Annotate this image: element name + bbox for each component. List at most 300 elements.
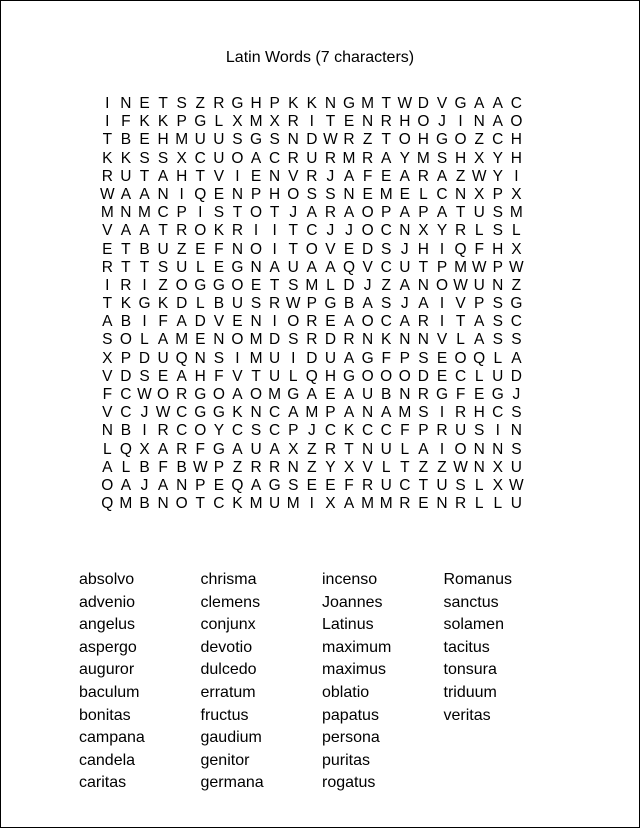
grid-letter: Z	[232, 458, 243, 476]
grid-letter: N	[399, 331, 411, 349]
grid-letter: H	[157, 131, 169, 149]
grid-letter: W	[453, 458, 468, 476]
word-item: germana	[200, 774, 264, 792]
grid-letter: E	[213, 258, 225, 276]
grid-letter: I	[142, 422, 147, 440]
grid-letter: C	[399, 476, 411, 494]
grid-letter: A	[306, 258, 317, 276]
grid-letter: U	[473, 276, 485, 294]
grid-letter: S	[455, 476, 466, 494]
grid-letter: E	[213, 476, 225, 494]
word-item: campana	[79, 729, 145, 747]
grid-letter: U	[380, 440, 392, 458]
grid-letter: E	[306, 476, 317, 494]
grid-letter: J	[345, 222, 353, 240]
word-column	[444, 569, 566, 795]
grid-letter: R	[176, 440, 188, 458]
grid-letter: V	[102, 404, 113, 422]
grid-letter: S	[418, 404, 429, 422]
grid-letter: R	[287, 149, 299, 167]
grid-letter: A	[492, 95, 503, 112]
grid-letter: S	[492, 204, 503, 222]
grid-letter: C	[492, 131, 504, 149]
grid-letter: M	[509, 204, 523, 222]
grid-letter: A	[492, 113, 503, 131]
grid-letter: E	[213, 185, 225, 203]
grid-letter: Q	[305, 367, 318, 385]
grid-letter: C	[510, 313, 522, 331]
grid-letter: S	[250, 295, 262, 313]
grid-letter: S	[213, 349, 225, 367]
word-item: candela	[79, 751, 136, 769]
grid-letter: A	[399, 167, 410, 185]
grid-letter: O	[361, 367, 374, 385]
grid-letter: F	[158, 458, 168, 476]
grid-letter: L	[419, 185, 428, 203]
grid-letter: N	[324, 95, 337, 112]
grid-row	[98, 495, 548, 513]
grid-letter: S	[492, 331, 503, 349]
grid-letter: J	[438, 113, 446, 131]
grid-letter: T	[269, 204, 280, 222]
grid-letter: O	[305, 240, 318, 258]
grid-letter: C	[492, 404, 504, 422]
grid-letter: U	[324, 349, 337, 367]
grid-letter: W	[509, 258, 524, 276]
grid-letter: A	[306, 204, 317, 222]
grid-letter: B	[343, 295, 355, 313]
grid-letter: R	[324, 149, 337, 167]
grid-letter: T	[400, 458, 410, 476]
word-item: conjunx	[200, 616, 256, 634]
grid-letter: S	[102, 331, 113, 349]
grid-letter: B	[139, 458, 150, 476]
grid-letter: W	[192, 458, 208, 476]
grid-letter: C	[380, 222, 392, 240]
grid-letter: T	[381, 131, 391, 149]
grid-letter: C	[231, 422, 244, 440]
grid-letter: K	[306, 95, 317, 112]
grid-letter: X	[343, 458, 355, 476]
grid-letter: O	[361, 313, 374, 331]
grid-letter: U	[510, 495, 522, 513]
grid-letter: N	[101, 422, 113, 440]
grid-letter: G	[212, 404, 225, 422]
grid-letter: E	[436, 367, 448, 385]
grid-letter: N	[194, 349, 206, 367]
grid-letter: C	[454, 367, 467, 385]
grid-letter: S	[511, 331, 522, 349]
grid-letter: E	[436, 349, 448, 367]
grid-letter: T	[139, 258, 150, 276]
grid-letter: X	[474, 149, 485, 167]
grid-letter: R	[231, 222, 244, 240]
grid-letter: U	[213, 131, 225, 149]
grid-letter: M	[379, 495, 393, 513]
grid-letter: J	[363, 276, 372, 294]
grid-letter: U	[436, 476, 448, 494]
grid-letter: T	[418, 258, 429, 276]
grid-letter: B	[120, 131, 132, 149]
word-column	[79, 569, 201, 795]
grid-letter: M	[361, 95, 375, 112]
grid-letter: N	[120, 204, 132, 222]
grid-letter: U	[454, 422, 467, 440]
grid-letter: N	[250, 404, 262, 422]
grid-letter: S	[250, 422, 262, 440]
grid-letter: S	[381, 295, 392, 313]
grid-letter: G	[231, 258, 244, 276]
grid-letter: A	[418, 295, 429, 313]
grid-letter: R	[343, 331, 355, 349]
grid-letter: H	[250, 95, 262, 112]
grid-letter: M	[249, 113, 263, 131]
grid-letter: I	[235, 349, 240, 367]
grid-letter: R	[213, 95, 225, 112]
grid-letter: A	[269, 258, 280, 276]
grid-letter: O	[454, 349, 467, 367]
grid-letter: E	[381, 167, 392, 185]
grid-letter: U	[120, 167, 132, 185]
grid-letter: F	[474, 240, 484, 258]
grid-letter: G	[361, 349, 374, 367]
grid-letter: F	[214, 240, 224, 258]
grid-letter: I	[439, 313, 445, 331]
grid-letter: C	[176, 422, 188, 440]
grid-letter: E	[343, 240, 355, 258]
grid-letter: R	[269, 458, 281, 476]
grid-letter: B	[381, 386, 392, 403]
grid-letter: O	[250, 240, 263, 258]
grid-letter: E	[343, 113, 355, 131]
grid-letter: E	[195, 240, 206, 258]
grid-letter: U	[510, 458, 522, 476]
grid-letter: U	[492, 367, 504, 385]
grid-letter: Z	[511, 276, 522, 294]
grid-letter: D	[362, 240, 374, 258]
grid-letter: R	[176, 386, 188, 403]
grid-letter: D	[343, 276, 355, 294]
grid-letter: F	[121, 113, 131, 131]
grid-letter: A	[288, 404, 299, 422]
grid-letter: M	[379, 185, 393, 203]
grid-letter: U	[231, 295, 244, 313]
grid-letter: R	[306, 313, 318, 331]
grid-letter: W	[509, 476, 524, 494]
grid-letter: I	[272, 313, 277, 331]
grid-letter: S	[139, 149, 150, 167]
grid-letter: A	[436, 167, 448, 185]
grid-letter: S	[436, 149, 448, 167]
grid-letter: I	[514, 167, 519, 185]
grid-letter: R	[343, 131, 355, 149]
grid-letter: A	[102, 458, 113, 476]
grid-letter: U	[362, 386, 374, 403]
grid-letter: C	[380, 422, 392, 440]
grid-letter: S	[306, 185, 317, 203]
grid-letter: C	[380, 258, 392, 276]
grid-letter: T	[102, 295, 113, 313]
grid-letter: D	[510, 367, 522, 385]
grid-letter: N	[287, 131, 299, 149]
grid-letter: H	[473, 404, 485, 422]
grid-letter: J	[326, 167, 335, 185]
word-item: solamen	[443, 616, 504, 634]
grid-letter: R	[120, 276, 132, 294]
grid-letter: X	[325, 495, 336, 513]
grid-letter: N	[362, 440, 374, 458]
grid-letter: L	[474, 495, 484, 513]
grid-letter: C	[194, 149, 206, 167]
grid-letter: I	[458, 113, 463, 131]
grid-letter: G	[491, 386, 504, 403]
grid-letter: H	[324, 367, 337, 385]
word-item: absolvo	[79, 571, 135, 588]
grid-letter: R	[101, 258, 113, 276]
grid-letter: I	[253, 222, 259, 240]
grid-letter: P	[250, 185, 262, 203]
grid-letter: R	[380, 113, 392, 131]
grid-letter: L	[140, 331, 149, 349]
grid-letter: G	[324, 295, 337, 313]
grid-letter: F	[362, 167, 373, 185]
grid-letter: Q	[101, 495, 114, 513]
grid-letter: P	[381, 204, 392, 222]
grid-row	[98, 150, 548, 168]
grid-letter: N	[454, 185, 467, 203]
grid-letter: A	[250, 149, 262, 167]
grid-row	[98, 350, 548, 368]
grid-letter: M	[305, 404, 319, 422]
grid-letter: X	[511, 185, 522, 203]
puzzle-title: Latin Words (7 characters)	[225, 49, 415, 66]
grid-letter: O	[231, 331, 244, 349]
grid-letter: H	[194, 367, 206, 385]
grid-row	[98, 131, 548, 149]
grid-letter: N	[473, 113, 485, 131]
grid-letter: N	[250, 313, 262, 331]
grid-letter: C	[157, 204, 169, 222]
grid-letter: B	[213, 295, 225, 313]
grid-letter: O	[417, 113, 430, 131]
grid-row	[98, 113, 548, 131]
grid-letter: X	[176, 149, 187, 167]
grid-letter: T	[344, 440, 354, 458]
grid-letter: N	[492, 440, 504, 458]
grid-letter: A	[139, 185, 150, 203]
grid-letter: R	[306, 331, 318, 349]
grid-letter: L	[381, 458, 391, 476]
grid-letter: N	[399, 386, 411, 403]
grid-letter: U	[176, 258, 188, 276]
grid-letter: A	[102, 313, 113, 331]
grid-letter: A	[343, 495, 355, 513]
grid-row	[98, 331, 548, 349]
grid-row	[98, 277, 548, 295]
grid-letter: T	[102, 131, 113, 149]
grid-letter: H	[510, 131, 522, 149]
grid-letter: E	[325, 386, 336, 403]
grid-letter: P	[269, 95, 280, 112]
grid-letter: E	[102, 240, 113, 258]
grid-letter: I	[439, 440, 445, 458]
grid-letter: P	[288, 422, 299, 440]
grid-letter: Y	[492, 167, 503, 185]
grid-letter: L	[288, 367, 298, 385]
grid-letter: S	[213, 204, 225, 222]
grid-letter: Z	[455, 167, 466, 185]
grid-letter: C	[269, 422, 281, 440]
grid-letter: K	[232, 495, 243, 513]
grid-letter: S	[511, 440, 522, 458]
grid-letter: H	[269, 185, 281, 203]
grid-letter: A	[120, 185, 132, 203]
grid-letter: R	[454, 495, 467, 513]
grid-letter: A	[474, 313, 485, 331]
grid-letter: D	[324, 331, 337, 349]
grid-letter: G	[194, 276, 207, 294]
grid-letter: C	[120, 386, 132, 403]
grid-letter: G	[435, 131, 449, 149]
grid-letter: U	[157, 349, 169, 367]
grid-letter: B	[120, 422, 132, 440]
grid-letter: M	[305, 276, 319, 294]
grid-letter: U	[250, 440, 262, 458]
grid-letter: I	[439, 295, 445, 313]
grid-letter: R	[250, 458, 262, 476]
grid-letter: I	[198, 204, 203, 222]
grid-letter: L	[102, 440, 112, 458]
grid-letter: N	[231, 240, 244, 258]
grid-letter: J	[289, 204, 298, 222]
grid-letter: L	[474, 476, 484, 494]
grid-letter: P	[195, 476, 206, 494]
word-item: Latinus	[322, 616, 374, 634]
grid-letter: I	[179, 185, 184, 203]
grid-letter: V	[102, 222, 113, 240]
grid-letter: E	[325, 313, 336, 331]
grid-letter: A	[399, 204, 410, 222]
grid-letter: J	[400, 295, 409, 313]
grid-letter: G	[231, 95, 244, 112]
grid-letter: D	[417, 95, 429, 112]
grid-letter: S	[492, 313, 503, 331]
grid-letter: H	[399, 113, 411, 131]
grid-letter: R	[417, 313, 429, 331]
grid-letter: H	[510, 149, 522, 167]
grid-letter: R	[362, 149, 374, 167]
grid-letter: L	[474, 367, 484, 385]
grid-letter: A	[474, 95, 485, 112]
word-item: auguror	[79, 661, 135, 679]
grid-letter: M	[100, 204, 114, 222]
grid-letter: T	[158, 222, 168, 240]
grid-letter: I	[495, 422, 500, 440]
grid-letter: O	[250, 386, 263, 403]
grid-letter: C	[510, 95, 522, 112]
grid-letter: F	[381, 349, 391, 367]
grid-letter: M	[175, 331, 189, 349]
word-item: caritas	[79, 774, 127, 792]
grid-letter: A	[232, 386, 243, 403]
grid-letter: A	[418, 440, 429, 458]
grid-letter: L	[493, 349, 503, 367]
grid-letter: V	[325, 240, 336, 258]
grid-letter: K	[157, 113, 169, 131]
grid-letter: R	[269, 295, 281, 313]
grid-letter: T	[232, 204, 243, 222]
grid-letter: C	[176, 404, 188, 422]
grid-row	[98, 386, 548, 404]
word-item: maximus	[322, 661, 387, 679]
grid-letter: R	[101, 167, 113, 185]
grid-letter: L	[512, 222, 521, 240]
grid-letter: X	[511, 240, 522, 258]
grid-letter: S	[176, 95, 187, 112]
grid-letter: P	[213, 458, 225, 476]
grid-letter: F	[400, 422, 410, 440]
word-item: clemens	[200, 593, 261, 611]
grid-letter: N	[157, 185, 169, 203]
grid-letter: P	[492, 258, 503, 276]
grid-letter: O	[119, 331, 132, 349]
word-item: dulcedo	[200, 661, 257, 679]
grid-letter: D	[269, 331, 281, 349]
grid-letter: I	[272, 240, 277, 258]
grid-row	[98, 241, 548, 259]
grid-letter: T	[251, 367, 261, 385]
grid-letter: K	[288, 95, 299, 112]
grid-letter: V	[455, 295, 466, 313]
grid-letter: M	[249, 331, 263, 349]
grid-letter: K	[120, 295, 132, 313]
grid-letter: O	[212, 386, 225, 403]
grid-letter: L	[195, 258, 205, 276]
grid-letter: G	[212, 440, 225, 458]
grid-letter: B	[139, 240, 150, 258]
word-item: sanctus	[443, 593, 499, 611]
grid-letter: J	[307, 422, 316, 440]
grid-letter: N	[157, 495, 169, 513]
grid-letter: A	[511, 349, 522, 367]
grid-letter: P	[418, 422, 429, 440]
word-item: aspergo	[79, 638, 137, 656]
grid-letter: M	[138, 204, 151, 222]
grid-letter: I	[272, 222, 277, 240]
grid-letter: I	[105, 95, 110, 112]
grid-letter: T	[121, 240, 131, 258]
grid-letter: C	[120, 404, 132, 422]
word-item: Joannes	[322, 593, 383, 611]
grid-letter: T	[455, 313, 466, 331]
grid-letter: T	[195, 167, 205, 185]
grid-letter: A	[381, 404, 392, 422]
grid-letter: L	[400, 440, 410, 458]
grid-letter: X	[232, 113, 243, 131]
grid-letter: E	[362, 185, 373, 203]
grid-letter: A	[157, 476, 169, 494]
grid-letter: W	[471, 258, 487, 276]
grid-letter: R	[436, 422, 448, 440]
grid-letter: I	[309, 495, 314, 513]
grid-letter: N	[473, 440, 485, 458]
grid-letter: R	[306, 167, 318, 185]
grid-letter: G	[194, 113, 207, 131]
grid-letter: N	[250, 258, 262, 276]
grid-letter: C	[269, 149, 281, 167]
grid-letter: N	[362, 404, 374, 422]
grid-row	[98, 222, 548, 240]
